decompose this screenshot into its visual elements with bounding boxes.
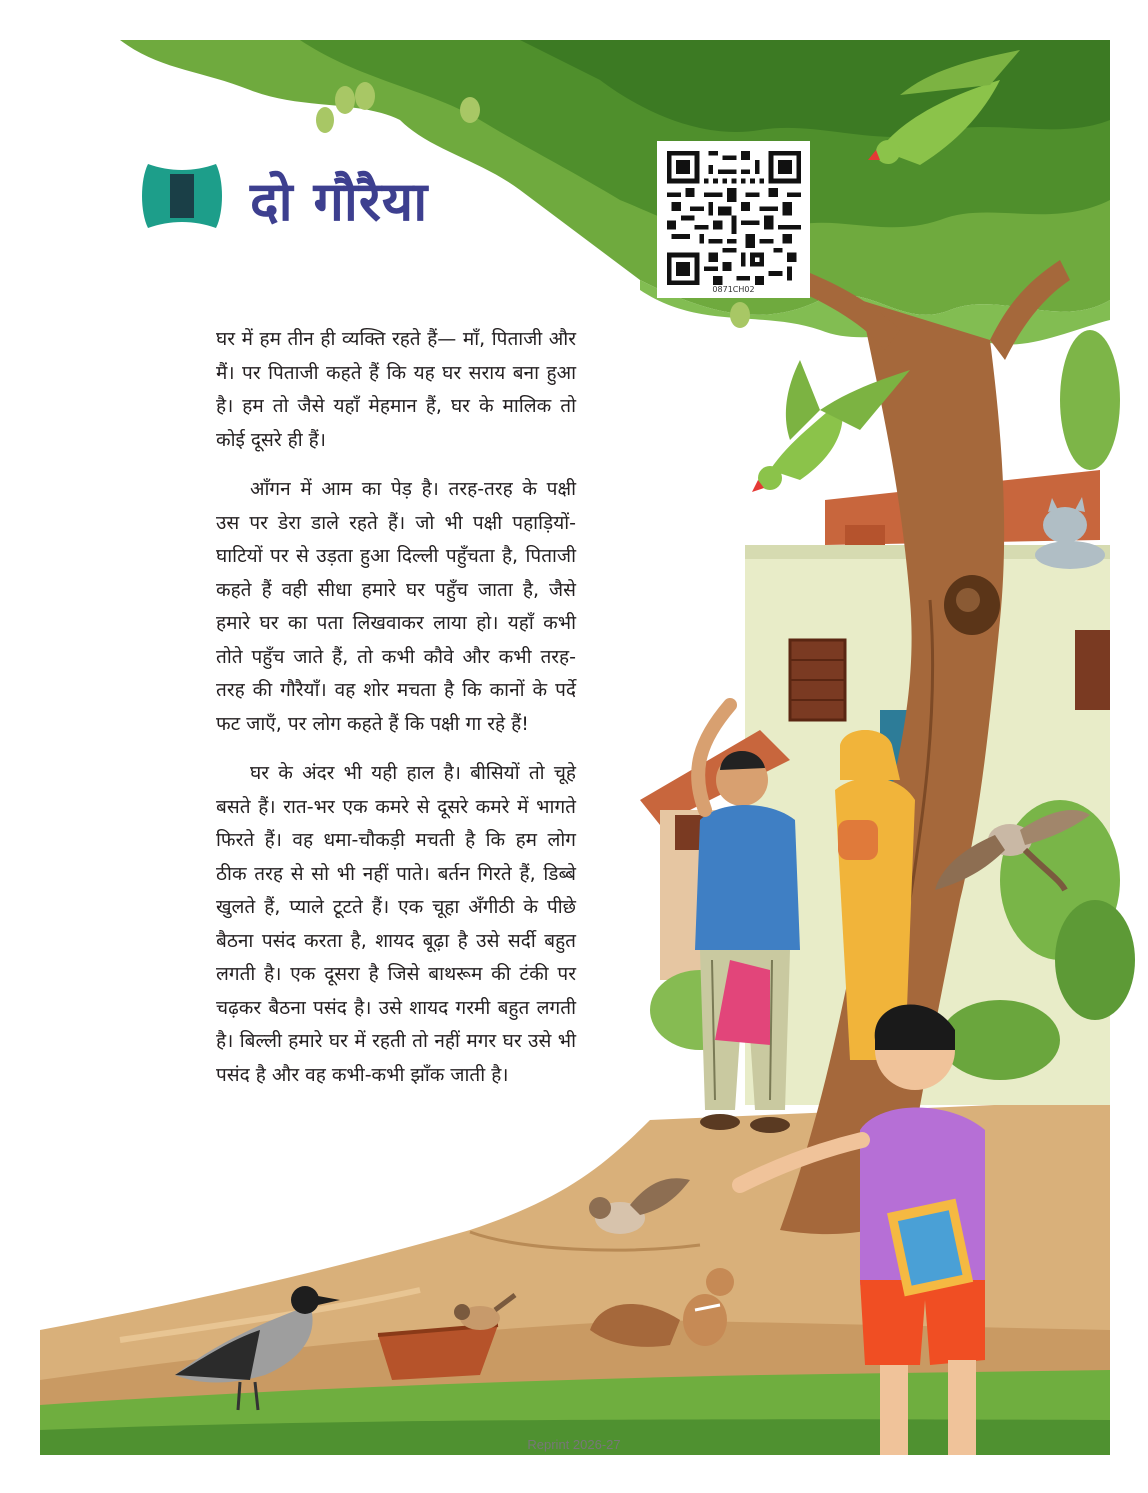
feeding-bowl (378, 1325, 498, 1380)
chapter-number-badge (140, 160, 224, 232)
qr-code-panel (657, 141, 810, 298)
paragraph-1: घर में हम तीन ही व्यक्ति रहते हैं— माँ, पिताजी और मैं। पर पिताजी कहते हैं कि यह घर सराय बना हुआ है। हम तो जैसे यहाँ मेहमान हैं, घर के मालिक तो कोई दूसरे ही हैं। (216, 328, 576, 451)
chapter-title: दो गौरैया (250, 170, 429, 233)
qr-caption: 0871CH02 (712, 285, 755, 294)
paragraph-3: घर के अंदर भी यही हाल है। बीसियों तो चूहे बसते हैं। रात-भर एक कमरे से दूसरे कमरे में भागते फिरते हैं। वह धमा-चौकड़ी मचती है कि हम लोग ठीक तरह से सो भी नहीं पाते। बर्तन गिरते हैं, डिब्बे खुलते हैं, प्याले टूटते हैं। एक चूहा अँगीठी के पीछे बैठना पसंद करता है, शायद बूढ़ा है उसे सर्दी बहुत लगती है। एक दूसरा है जिसे बाथरूम की टंकी पर चढ़कर बैठना पसंद है। उसे शायद गरमी बहुत लगती है। बिल्ली हमारे घर में रहती तो नहीं मगर घर उसे भी पसंद है और वह कभी-कभी झाँक जाती है। (216, 762, 576, 1086)
story-text (216, 323, 576, 1108)
paragraph-2: आँगन में आम का पेड़ है। तरह-तरह के पक्षी उस पर डेरा डाले रहते हैं। जो भी पक्षी पहाड़ियों-घाटियों पर से उड़ता हुआ दिल्ली पहुँचता है, पिताजी कहते हैं वही सीधा हमारे घर पहुँच जाता है, जैसे हमारे घर का पता लिखवाकर लाया हो। यहाँ कभी तोते पहुँच जाते हैं, तो कभी कौवे और कभी तरह-तरह की गौरैयाँ। वह शोर मचता है कि कानों के पर्दे फट जाएँ, पर लोग कहते हैं कि पक्षी गा रहे हैं! (216, 478, 576, 735)
reprint-footer: Reprint 2026-27 (527, 1437, 621, 1452)
qr-code (667, 151, 801, 285)
